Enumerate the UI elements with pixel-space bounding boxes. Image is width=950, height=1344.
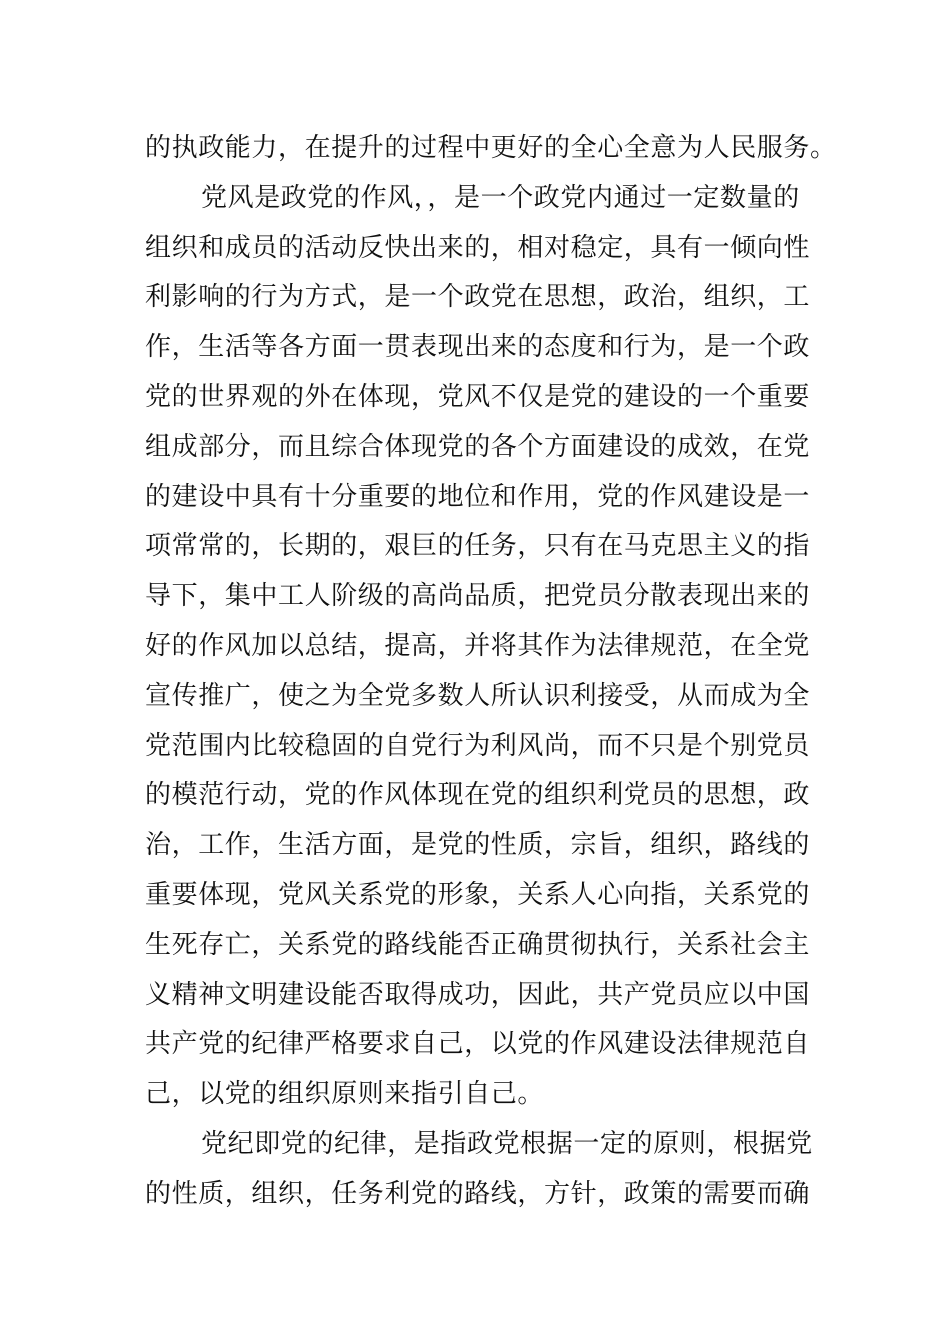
text-line: 的模范行动，党的作风体现在党的组织利党员的思想，政 [145, 780, 811, 811]
text-line: 导下，集中工人阶级的高尚品质，把党员分散表现出来的 [145, 581, 811, 612]
text-line: 好的作风加以总结，提高，并将其作为法律规范，在全党 [145, 630, 811, 661]
text-line: 生死存亡，关系党的路线能否正确贯彻执行，关系社会主 [145, 929, 811, 960]
text-line: 组成部分，而且综合体现党的各个方面建设的成效，在党 [145, 431, 811, 462]
text-line: 的性质，组织，任务利党的路线，方针，政策的需要而确 [145, 1178, 811, 1209]
text-line: 的执政能力，在提升的过程中更好的全心全意为人民服务。 [145, 133, 837, 163]
text-line: 己，以党的组织原则来指引自己。 [145, 1079, 545, 1110]
text-line: 义精神文明建设能否取得成功，因此，共产党员应以中国 [145, 979, 811, 1010]
text-line: 的建设中具有十分重要的地位和作用，党的作风建设是一 [145, 481, 811, 512]
text-line: 利影响的行为方式，是一个政党在思想，政治，组织，工 [145, 282, 811, 313]
paragraph-2 [145, 174, 811, 1120]
text-line: 组织和成员的活动反快出来的，相对稳定，具有一倾向性 [145, 232, 811, 263]
text-line: 项常常的，长期的，艰巨的任务，只有在马克思主义的指 [145, 531, 811, 562]
paragraph-1 [145, 124, 837, 174]
paragraph-3 [145, 1120, 813, 1220]
document-body [145, 124, 837, 1220]
text-line: 党范围内比较稳固的自党行为利风尚，而不只是个别党员 [145, 730, 811, 761]
text-line: 作，生活等各方面一贯表现出来的态度和行为，是一个政 [145, 332, 811, 363]
text-line: 党风是政党的作风，，是一个政党内通过一定数量的 [201, 182, 800, 213]
text-line: 党纪即党的纪律，是指政党根据一定的原则，根据党 [201, 1128, 813, 1159]
text-line: 重要体现，党风关系党的形象，关系人心向指，关系党的 [145, 879, 811, 910]
text-line: 共产党的纪律严格要求自己，以党的作风建设法律规范自 [145, 1029, 811, 1060]
text-line: 党的世界观的外在体现，党风不仅是党的建设的一个重要 [145, 381, 811, 412]
text-line: 治，工作，生活方面，是党的性质，宗旨，组织，路线的 [145, 830, 811, 861]
text-line: 宣传推广，使之为全党多数人所认识利接受，从而成为全 [145, 680, 811, 711]
